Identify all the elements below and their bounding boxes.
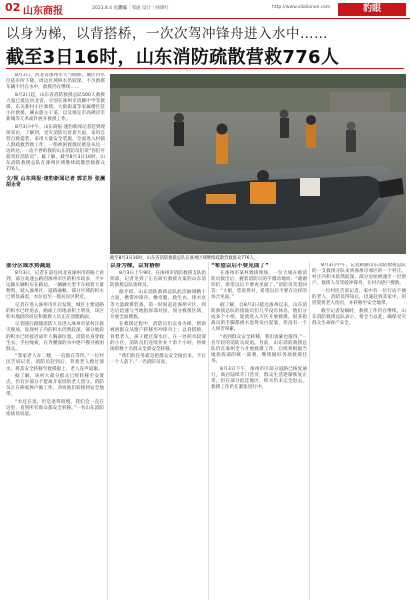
section-heading: “希望以后不要见面了” [211,263,269,269]
body-paragraph: 记者在进入涿州市区后发现，城区主要道路的积水已经退去，路面上的地表积土明显，该区积水地段的居民和救援人员正在清理路面。 [6,302,104,320]
body-paragraph: 8月1日，河北省涿州市天气晴朗，城区内水位依有所下降，周边区域积水仍较深，不少救援车辆不仍在水中，救援仍在继续…… [6,73,105,91]
headline: 截至3日16时，山东消防疏散营救776人 [6,47,340,68]
body-paragraph: 8月3日中午，山东商报·速豹新闻记者赶到现场采访，了解到，受灾消防员冒着大雨，采用自营自救提装、来用大量安全装施，全面进入村镇人群疏救营救工作，一组被困救群民被送从达一边转达，一边不停的救的山东消防员们说“你们可最赏好消防员”。截了解，截至8月3日16时，山东消防救援总队在涿州区域继续疏散营救群众776人。 [6,124,105,173]
body-paragraph: 8月3日中午，记者跟随山东消防救援总队的一支救援分队来到涿州市郊区的一个村庄。村庄内积水依然较深，部分房屋被淹至一层窗户。救援人员驾驶冲锋舟，在村内逐户搜救。 [312,263,406,287]
body-paragraph: 8月3日下午，涿州市区部分道路已恢复通行，商店陆续开门营业，群众生活逐渐恢复正常。但在部分低洼地区，积水仍未完全退去，救援工作仍在紧张进行中。 [211,366,307,390]
article-column-4 [312,263,406,600]
body-paragraph: 一位村民告诉记者，家中有一位行动不便的老人，消防员得知后，迅速赶到其家中，用担架将老人抬出，并转移至安全地带。 [312,288,406,307]
issue-date: 2023.8.4 星期五 [92,6,127,11]
article-column-2 [110,263,206,600]
body-paragraph: “我家老人在二楼，一直都在等待，”一位村民告诉记者，消防员赶到后，背着老人蹚过深水，将其安全转移至救援船上，老人连声道谢。 [6,354,104,372]
body-paragraph: “水还在退，但是退得很慢，我们会一直在这里，直到所有群众都安全转移。”一名山东消防指战员说道。 [6,399,104,418]
body-paragraph: 据了解，该村大部分群众已经转移至安置点，仍有少部分不愿离开家园的老人留守。消防员正在挨家挨户做工作，劝说他们转移到安全地带。 [6,374,104,398]
body-paragraph: 8月3日，记者在前往河北省涿州市的路上看到，部分高速公路因涿州市区的积水较多，不少运输车辆积压在路边，一辆辆大型卡车载着大量物资，驶入涿州区，道路通畅，部分区域的积水已明显减退，水位退至一般居民区附近。 [6,270,104,300]
body-paragraph: 记者随后跟随消防人员进入涿州市某村庄救灾现场，发现村子内的积水仍然较深，部分地段的积水已经接近成年人胸部位置。消防员身穿救生衣、手拉绳索，在齐腰深的水中逐户搜寻被困群众。 [6,322,104,352]
body-paragraph: “我们的任务就是把群众安全接出来，不让一个人落下。”一名消防员说。 [110,354,206,366]
article-column-1 [6,263,104,600]
body-paragraph: 8月2日起，山东省消防救援总队500人救援力量已抵达河北省，分别在涿州市清藤中学等救援，东关新村小区救援。大街街道等家属楼区驻小区救援，刷去旅主干道，以及保定市高碑店市新城等亢术面针展开救援工作。 [6,92,105,123]
photo-caption: 截至8月3日16时，山东省消防救援总队在涿州区域继续疏散营救群众776人。 [110,256,259,261]
column-brand: 豹眼 [338,3,406,16]
byline: 文/视 山东商报·速豹新闻记者 郭芷彤 张澜 胡永奇 [6,175,105,188]
column-divider [208,262,209,600]
section-heading: 以身为梯，以背搭桥 [110,263,161,269]
body-paragraph: “看到群众安全转移，我们再累也值得。”一名年轻的消防员说道。目前，山东消防救援总队仍在涿州全力开展救援工作，后续将根据当地指挥部的统一部署，继续做好各项救援任务。 [211,334,307,364]
section-name: 山东商报 [23,6,63,17]
article-column-3 [211,263,307,600]
kicker: 以身为梯，以背搭桥，一次次驾冲锋舟进入水中…… [6,26,328,42]
body-paragraph: 8月3日上午9时，在涿州市消防救援支队指挥部，记者见到了正在研究救援方案的山东消防救援总队指挥员。 [110,270,206,288]
page-header [0,0,410,19]
headline-rule [6,68,404,69]
rescue-photo [110,74,406,254]
column-divider [309,262,310,600]
page-number: 02 [5,1,21,14]
rescue-photo-image [110,74,406,254]
website-url[interactable]: http://www.sdalianxe.com [272,5,331,10]
body-paragraph: 在救援过程中，消防员们以身为梯，帮助被困群众从窗户转移至冲锋舟上；以背搭桥，背着老人、孩子蹚过深水区。在一处积水较深的小区，消防员们连续作业十余个小时，将被困的数十名群众全部安全转移。 [110,322,206,352]
lead-column [6,73,105,256]
section-heading: 部分区域水势减退 [6,263,51,269]
body-paragraph: 在涿州市某村救援现场，一位大娘在被消防员救出后，握着消防员的手激动地说：“谢谢你们，希望以后不要再见面了。”消防员笑着回答：“大娘，您说得对，希望以后不要在这样的场合见面。” [211,270,307,300]
body-paragraph: 据介绍，山东消防救援总队此次抽调精干力量，携带冲锋舟、橡皮艇、救生衣、排水泵等大量救援装备，第一时间赶赴涿州灾区。到达后迅速与当地指挥部对接，划分救援区域，开展全面搜救。 [110,290,206,320]
body-paragraph: 据了解，自8月2日抵达涿州以来，山东消防救援总队的指战员们几乎没有休息，他们分成多个小组，轮流进入灾区开展救援。很多指战员的手脚都被水泡得发白起皱，但没有一个人叫苦叫累。 [211,302,307,332]
body-paragraph: 截至记者发稿时，救援工作仍在继续。山东消防救援总队表示，将全力以赴，确保受灾群众生命财产安全。 [312,308,406,326]
column-divider [107,262,108,600]
editor-credits: 责编｜邹通 设计｜师嫦红 [118,6,169,11]
